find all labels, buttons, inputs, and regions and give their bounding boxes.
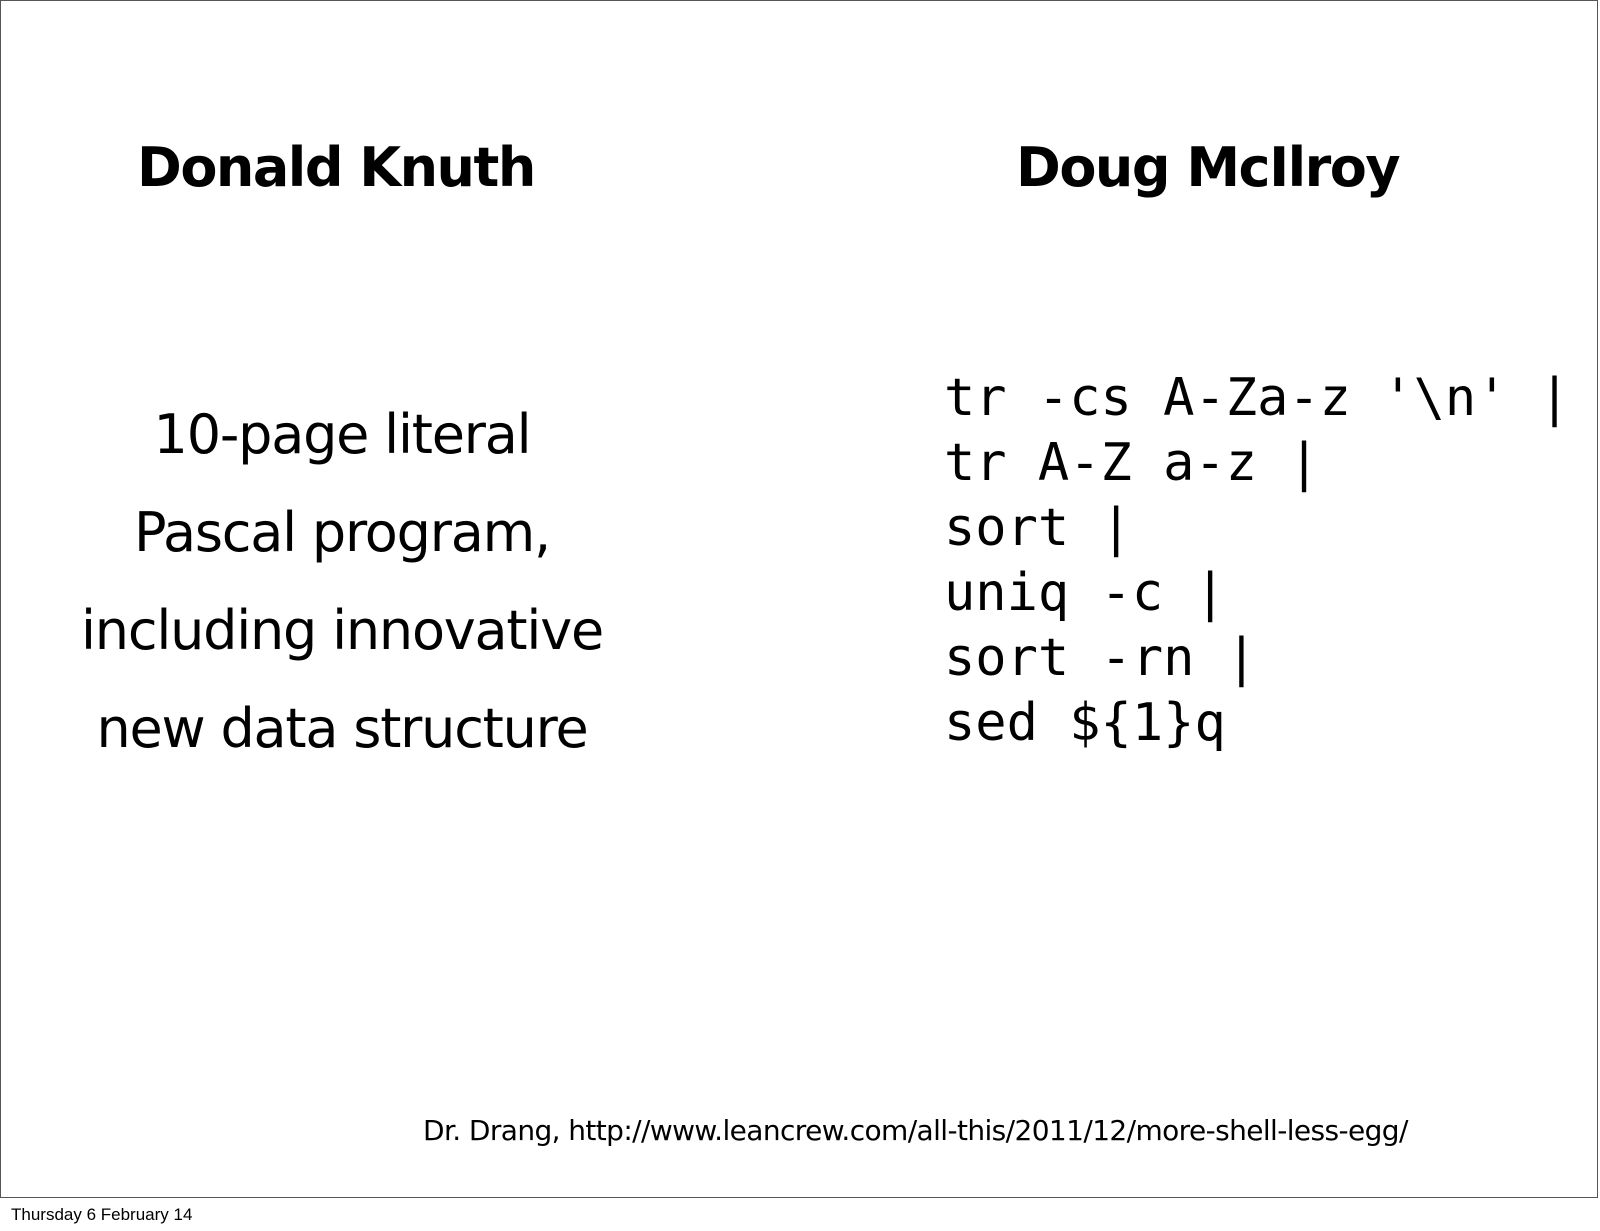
code-line: sort | bbox=[944, 498, 1132, 558]
knuth-description-line: including innovative bbox=[81, 599, 603, 662]
code-line: sed ${1}q bbox=[944, 693, 1226, 753]
right-heading: Doug McIlroy bbox=[1016, 136, 1400, 199]
knuth-description bbox=[1, 386, 683, 778]
left-heading: Donald Knuth bbox=[137, 136, 535, 199]
code-line: sort -rn | bbox=[944, 628, 1258, 688]
citation: Dr. Drang, http://www.leancrew.com/all-this/2011/12/more-shell-less-egg/ bbox=[423, 1114, 1408, 1147]
knuth-description-line: Pascal program, bbox=[134, 501, 550, 564]
knuth-description-line: 10-page literal bbox=[153, 403, 531, 466]
code-line: uniq -c | bbox=[944, 563, 1226, 623]
knuth-description-line: new data structure bbox=[96, 697, 588, 760]
footer-date: Thursday 6 February 14 bbox=[11, 1205, 193, 1224]
shell-pipeline-code bbox=[944, 366, 1570, 756]
code-line: tr -cs A-Za-z '\n' | bbox=[944, 368, 1571, 428]
code-line: tr A-Z a-z | bbox=[944, 433, 1320, 493]
